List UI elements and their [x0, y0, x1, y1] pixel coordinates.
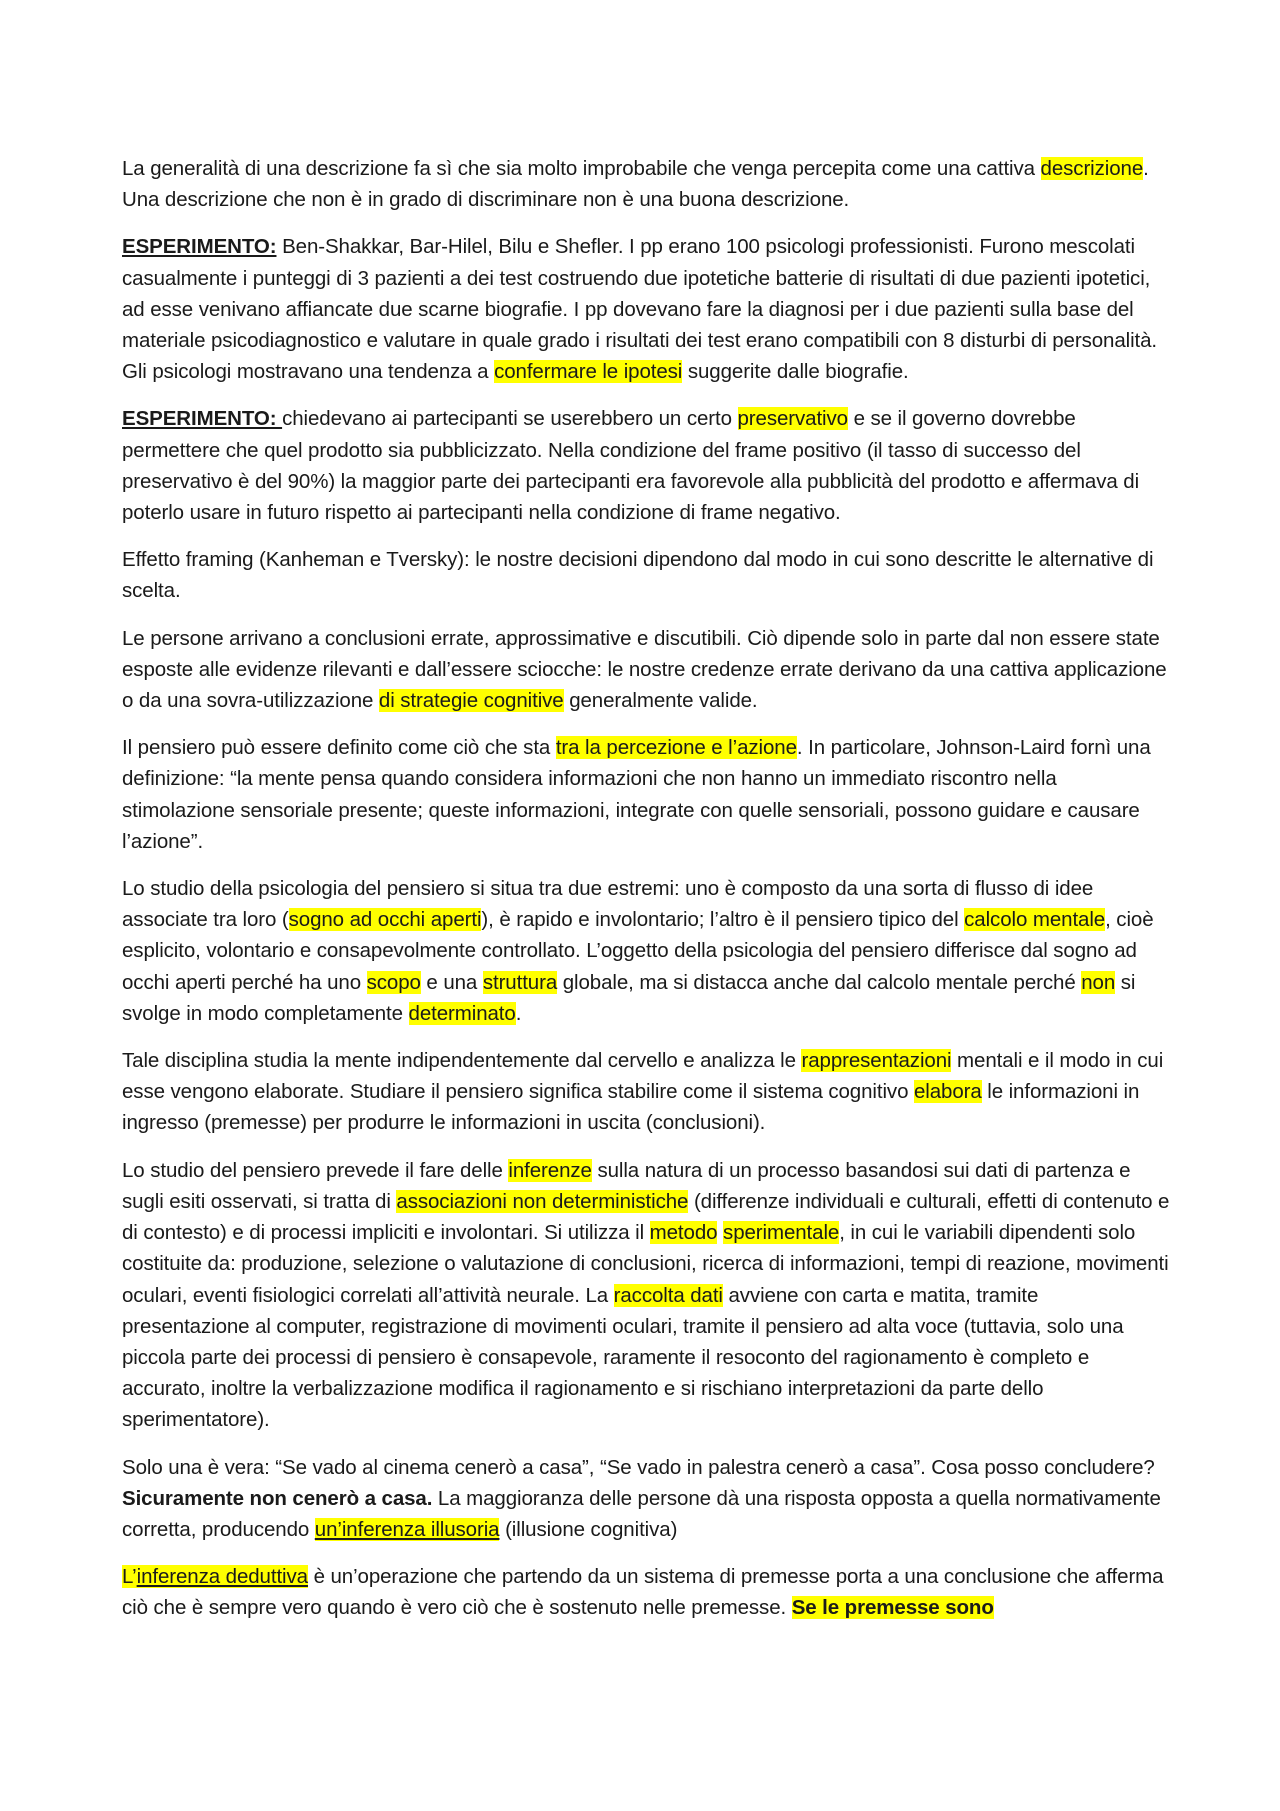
text-run: le informazioni in ingresso (premesse) per produrre le informazioni in uscita (conclusioni).: [122, 1080, 1140, 1135]
highlighted-text: di strategie cognitive: [378, 689, 564, 713]
text-run: Il pensiero può essere definito come ciò che sta: [122, 736, 556, 760]
text-run: .: [515, 1001, 522, 1025]
text-run: e se il governo dovrebbe permettere che quel prodotto sia pubblicizzato. Nella condizione del frame positivo (il tasso di successo del preservativo è del 90%) la maggior parte dei partecipanti era favorevole alla pubblicità del prodotto e affermava di poterlo usare in futuro rispetto ai partecipanti nella condizione di frame negativo.: [122, 407, 1140, 525]
text-run: Effetto framing (Kanheman e Tversky): le nostre decisioni dipendono dal modo in cui sono descritte le alternative di scelta.: [122, 548, 1154, 603]
paragraph-thought-definition: [122, 732, 1170, 857]
text-run: (differenze individuali e culturali, effetti di contenuto e di contesto) e di processi impliciti e involontari. Si utilizza il: [122, 1189, 1170, 1245]
text-run: suggerite dalle biografie.: [682, 360, 909, 384]
text-run: . In particolare, Johnson-Laird fornì una definizione: “la mente pensa quando considera informazioni che non hanno un immediato riscontro nella stimolazione sensoriale presente; queste informazioni, integrate con quelle sensoriali, possono guidare e causare l’azione”.: [122, 736, 1151, 853]
text-run: , cioè esplicito, volontario e consapevolmente controllato. L’oggetto della psicologia del pensiero differisce dal sogno ad occhi aperti perché ha uno: [122, 908, 1154, 994]
bold-text: ESPERIMENTO:: [122, 407, 283, 431]
highlighted-text: sogno ad occhi aperti: [288, 908, 482, 932]
highlighted-text: struttura: [482, 970, 558, 994]
paragraph-thought-extremes: [122, 873, 1170, 1029]
highlighted-text: inferenze: [508, 1158, 592, 1182]
highlighted-text: calcolo mentale: [964, 908, 1106, 932]
highlighted-text: Se le premesse sono: [791, 1596, 994, 1620]
text-run: . Una descrizione che non è in grado di discriminare non è una buona descrizione.: [122, 157, 1149, 212]
highlighted-text: elabora: [913, 1080, 982, 1104]
highlighted-text: tra la percezione e l’azione: [555, 736, 797, 760]
text-run: è un’operazione che partendo da un sistema di premesse porta a una conclusione che afferma ciò che è sempre vero quando è vero ciò che è sostenuto nelle premesse.: [122, 1565, 1164, 1620]
text-run: chiedevano ai partecipanti se userebbero un certo: [282, 407, 738, 431]
text-run: sulla natura di un processo basandosi sui dati di partenza e sugli esiti osservati, si tratta di: [122, 1158, 1131, 1213]
text-run: , in cui le variabili dipendenti solo costituite da: produzione, selezione o valutazione di conclusioni, ricerca di informazioni, tempi di reazione, movimenti oculari, eventi fisiologici correlati all’attività neurale. La: [122, 1221, 1169, 1307]
text-run: Lo studio del pensiero prevede il fare delle: [122, 1158, 509, 1182]
paragraph-framing-effect: [122, 544, 1170, 606]
highlighted-text: confermare le ipotesi: [494, 360, 683, 384]
highlighted-text: inferenza deduttiva: [136, 1565, 308, 1589]
text-run: Solo una è vera: “Se vado al cinema cenerò a casa”, “Se vado in palestra cenerò a casa”. Cosa posso concludere?: [122, 1455, 1155, 1479]
highlighted-text: L’: [122, 1565, 137, 1589]
paragraph-cognitive-strategies: [122, 623, 1170, 717]
text-run: Lo studio della psicologia del pensiero si situa tra due estremi: uno è composto da una sorta di flusso di idee associate tra loro (: [122, 877, 1094, 932]
text-run: avviene con carta e matita, tramite presentazione al computer, registrazione di movimenti oculari, tramite il pensiero ad alta voce (tuttavia, solo una piccola parte dei processi di pensiero è consapevole, raramente il resoconto del ragionamento è completo e accurato, inoltre la verbalizzazione modifica il ragionamento e si rischiano interpretazioni da parte dello sperimentatore).: [122, 1283, 1124, 1432]
highlighted-text: associazioni non deterministiche: [396, 1189, 689, 1213]
bold-text: ESPERIMENTO:: [122, 235, 277, 259]
text-run: (illusione cognitiva): [499, 1517, 678, 1541]
text-run: si svolge in modo completamente: [122, 970, 1136, 1025]
text-run: generalmente valide.: [563, 689, 758, 713]
paragraph-deductive-inference: [122, 1561, 1170, 1623]
highlighted-text: descrizione: [1040, 157, 1144, 180]
paragraph-experiment-benshakkar: [122, 231, 1170, 387]
text-run: globale, ma si distacca anche dal calcolo mentale perché: [557, 970, 1082, 994]
highlighted-text: rappresentazioni: [801, 1049, 952, 1073]
paragraph-illusory-inference: [122, 1452, 1170, 1546]
highlighted-text: non: [1081, 970, 1116, 994]
highlighted-text: determinato: [408, 1001, 516, 1025]
text-run: ), è rapido e involontario; l’altro è il pensiero tipico del: [481, 908, 965, 932]
highlighted-text: un’inferenza illusoria: [314, 1517, 500, 1541]
document-body: [122, 153, 1170, 1640]
bold-text: Sicuramente non cenerò a casa.: [122, 1486, 433, 1510]
paragraph-mental-representations: [122, 1045, 1170, 1139]
text-run: Tale disciplina studia la mente indipendentemente dal cervello e analizza le: [122, 1049, 802, 1073]
text-run: Ben-Shakkar, Bar-Hilel, Bilu e Shefler. I pp erano 100 psicologi professionisti. Furono mescolati casualmente i punteggi di 3 pazienti a dei test costruendo due ipotetiche batterie di risultati di due pazienti ipotetici, ad esse venivano affiancate due scarne biografie. I pp dovevano fare la diagnosi per i due pazienti sulla base del materiale psicodiagnostico e valutare in quale grado i risultati dei test erano compatibili con 8 disturbi di personalità. Gli psicologi mostravano una tendenza a: [122, 235, 1158, 384]
highlighted-text: sperimentale: [723, 1221, 840, 1245]
paragraph-experiment-preservativo: [122, 403, 1170, 528]
text-run: mentali e il modo in cui esse vengono elaborate. Studiare il pensiero significa stabilire come il sistema cognitivo: [122, 1049, 1164, 1104]
highlighted-text: metodo: [649, 1221, 718, 1245]
text-run: La generalità di una descrizione fa sì che sia molto improbabile che venga percepita come una cattiva: [122, 157, 1041, 180]
text-run: e una: [420, 970, 483, 994]
paragraph-intro: [122, 153, 1170, 215]
paragraph-inferences-method: [122, 1155, 1170, 1436]
highlighted-text: raccolta dati: [613, 1283, 723, 1307]
text-run: La maggioranza delle persone dà una risposta opposta a quella normativamente corretta, producendo: [122, 1486, 1161, 1541]
text-run: Le persone arrivano a conclusioni errate, approssimative e discutibili. Ciò dipende solo in parte dal non essere state esposte alle evidenze rilevanti e dall’essere sciocche: le nostre credenze errate derivano da una cattiva applicazione o da una sovra-utilizzazione: [122, 626, 1167, 713]
highlighted-text: scopo: [366, 970, 421, 994]
highlighted-text: preservativo: [737, 407, 848, 431]
